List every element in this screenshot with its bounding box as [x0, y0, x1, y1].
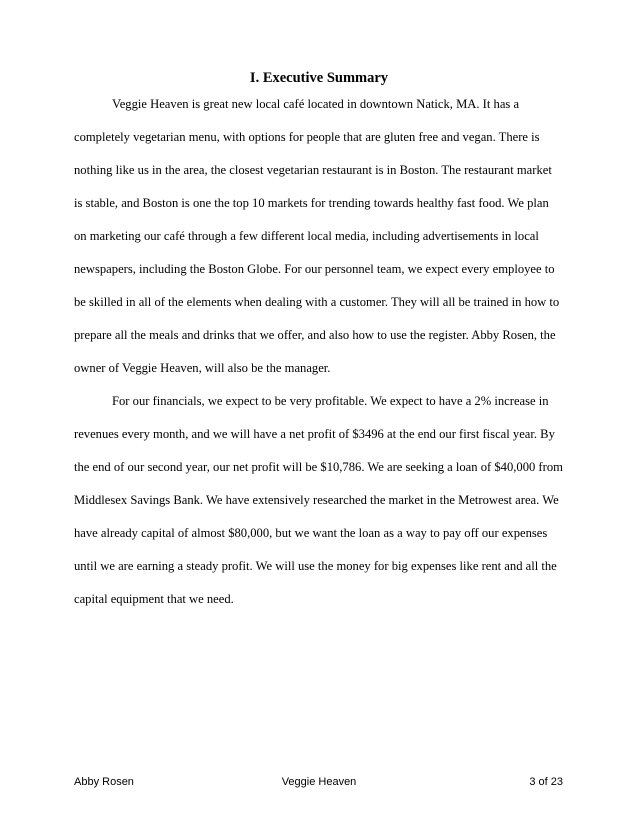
paragraph-1-line: on marketing our café through a few different local media, including advertisements in local: [74, 229, 539, 243]
paragraph-1-line: prepare all the meals and drinks that we offer, and also how to use the register. Abby Rosen, the: [74, 328, 556, 342]
paragraph-2-line: revenues every month, and we will have a net profit of $3496 at the end our first fiscal year. By: [74, 427, 555, 441]
paragraph-2-line: For our financials, we expect to be very profitable. We expect to have a 2% increase in: [112, 394, 549, 408]
paragraph-2-line: Middlesex Savings Bank. We have extensively researched the market in the Metrowest area. We: [74, 493, 559, 507]
paragraph-1-line: newspapers, including the Boston Globe. For our personnel team, we expect every employee to: [74, 262, 555, 276]
paragraph-2-line: have already capital of almost $80,000, but we want the loan as a way to pay off our expenses: [74, 526, 548, 540]
footer-author: Abby Rosen: [74, 776, 134, 788]
paragraph-1-line: completely vegetarian menu, with options for people that are gluten free and vegan. There is: [74, 130, 540, 144]
paragraph-1-line: owner of Veggie Heaven, will also be the manager.: [74, 361, 331, 375]
paragraph-1-line: is stable, and Boston is one the top 10 markets for trending towards healthy fast food. We plan: [74, 196, 549, 210]
paragraph-2-line: until we are earning a steady profit. We will use the money for big expenses like rent and all the: [74, 559, 557, 573]
section-heading: I. Executive Summary: [249, 70, 389, 86]
paragraph-2-line: the end of our second year, our net profit will be $10,786. We are seeking a loan of $40,000 from: [74, 460, 563, 474]
footer-title: Veggie Heaven: [281, 776, 357, 788]
paragraph-1-line: nothing like us in the area, the closest vegetarian restaurant is in Boston. The restaurant market: [74, 163, 552, 177]
paragraph-1-line: Veggie Heaven is great new local café located in downtown Natick, MA. It has a: [112, 97, 520, 111]
paragraph-2-line: capital equipment that we need.: [74, 592, 234, 606]
paragraph-1-line: be skilled in all of the elements when dealing with a customer. They will all be trained in how to: [74, 295, 560, 309]
footer-page-number: 3 of 23: [529, 776, 563, 788]
